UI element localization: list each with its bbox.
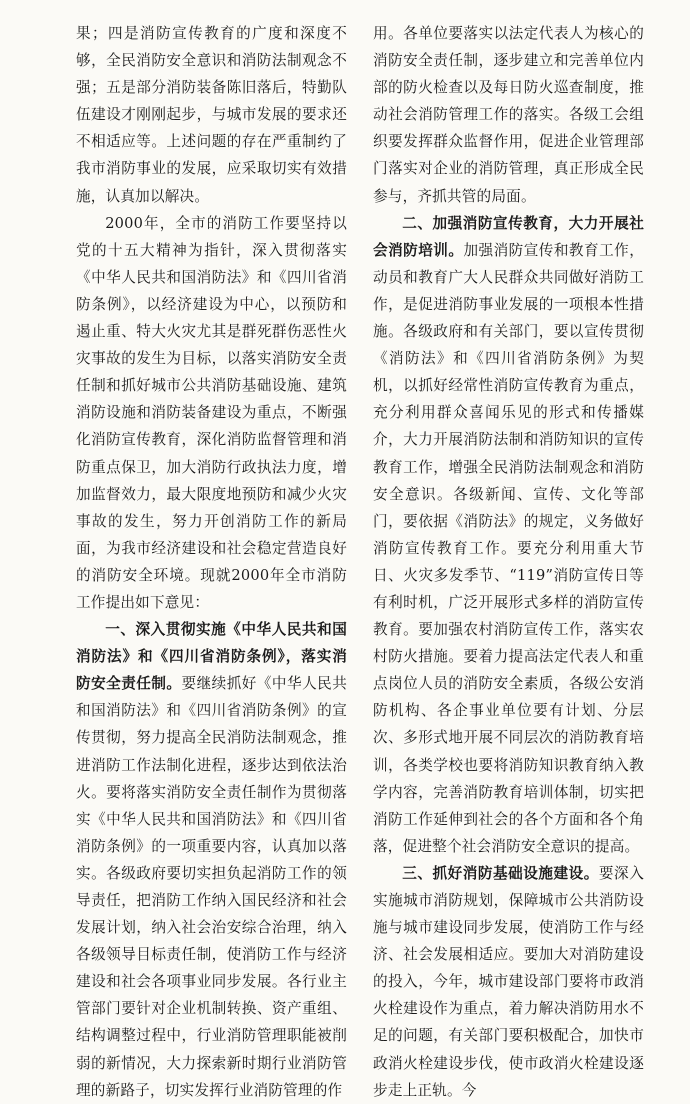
paragraph [373,210,644,860]
paragraph-text: 要深入实施城市消防规划，保障城市公共消防设施与城市建设同步发展，使消防工作与经济、社会发展相适应。要加大对消防建设的投入，今年，城市建设部门要将市政消火栓建设作为重点，着力解决消防用水不足的问题，有关部门要积极配合，加快市政消火栓建设步伐，使市政消火栓建设逐步走上正轨。今 [373,864,644,1099]
paragraph-text: 用。各单位要落实以法定代表人为核心的消防安全责任制，逐步建立和完善单位内部的防火检查以及每日防火巡查制度，推动社会消防管理工作的落实。各级工会组织要发挥群众监督作用，促进企业管理部门落实对企业的消防管理，真正形成全民参与，齐抓共管的局面。 [373,25,644,205]
paragraph-text: 2000年，全市的消防工作要坚持以党的十五大精神为指针，深入贯彻落实《中华人民共和国消防法》和《四川省消防条例》，以经济建设为中心，以预防和遏止重、特大火灾尤其是群死群伤恶性火灾事故的发生为目标，以落实消防安全责任制和抓好城市公共消防基础设施、建筑消防设施和消防装备建设为重点，不断强化消防宣传教育，深化消防监督管理和消防重点保卫，加大消防行政执法力度，增加监督效力，最大限度地预防和减少火灾事故的发生，努力开创消防工作的新局面，为我市经济建设和社会稳定营造良好的消防安全环境。现就2000年全市消防工作提出如下意见： [76,214,347,611]
paragraph [76,616,347,1104]
section-heading: 一、深入贯彻实施《中华人民共和国消防法》和《四川省消防条例》，落实消防安全责任制。 [76,621,347,693]
right-column [373,20,645,1099]
section-heading: 三、抓好消防基础设施建设。 [402,864,599,882]
paragraph-text: 要继续抓好《中华人民共和国消防法》和《四川省消防条例》的宣传贯彻，努力提高全民消防法制观念，推进消防工作法制化进程，逐步达到依法治火。要将落实消防安全责任制作为贯彻落实《中华人民共和国消防法》和《四川省消防条例》的一项重要内容，认真加以落实。各级政府要切实担负起消防工作的领导责任，把消防工作纳入国民经济和社会发展计划，纳入社会治安综合治理，纳入各级领导目标责任制，使消防工作与经济建设和社会各项事业同步发展。各行业主管部门要针对企业机制转换、资产重组、结构调整过程中，行业消防管理职能被削弱的新情况，大力探索新时期行业消防管理的新路子，切实发挥行业消防管理的作 [76,675,347,1099]
paragraph [373,860,644,1104]
paragraph [76,20,347,210]
paragraph [373,20,644,210]
section-heading: 二、加强消防宣传教育，大力开展社会消防培训。 [373,214,644,259]
left-column [76,20,347,1099]
paragraph-text: 果；四是消防宣传教育的广度和深度不够，全民消防安全意识和消防法制观念不强；五是部分消防装备陈旧落后，特勤队伍建设才刚刚起步，与城市发展的要求还不相适应等。上述问题的存在严重制约了我市消防事业的发展，应采取切实有效措施，认真加以解决。 [76,25,347,205]
paragraph [76,210,347,616]
paragraph-text: 加强消防宣传和教育工作，动员和教育广大人民群众共同做好消防工作，是促进消防事业发展的一项根本性措施。各级政府和有关部门，要以宣传贯彻《消防法》和《四川省消防条例》为契机，以抓好经常性消防宣传教育为重点，充分利用群众喜闻乐见的形式和传播媒介，大力开展消防法制和消防知识的宣传教育工作，增强全民消防法制观念和消防安全意识。各级新闻、宣传、文化等部门，要依据《消防法》的规定，义务做好消防宣传教育工作。要充分利用重大节日、火灾多发季节、“119”消防宣传日等有利时机，广泛开展形式多样的消防宣传教育。要加强农村消防宣传工作，落实农村防火措施。要着力提高法定代表人和重点岗位人员的消防安全素质，各级公安消防机构、各企事业单位要有计划、分层次、多形式地开展不同层次的消防教育培训，各类学校也要将消防知识教育纳入教学内容，完善消防教育培训体制，切实把消防工作延伸到社会的各个方面和各个角落，促进整个社会消防安全意识的提高。 [373,241,645,855]
